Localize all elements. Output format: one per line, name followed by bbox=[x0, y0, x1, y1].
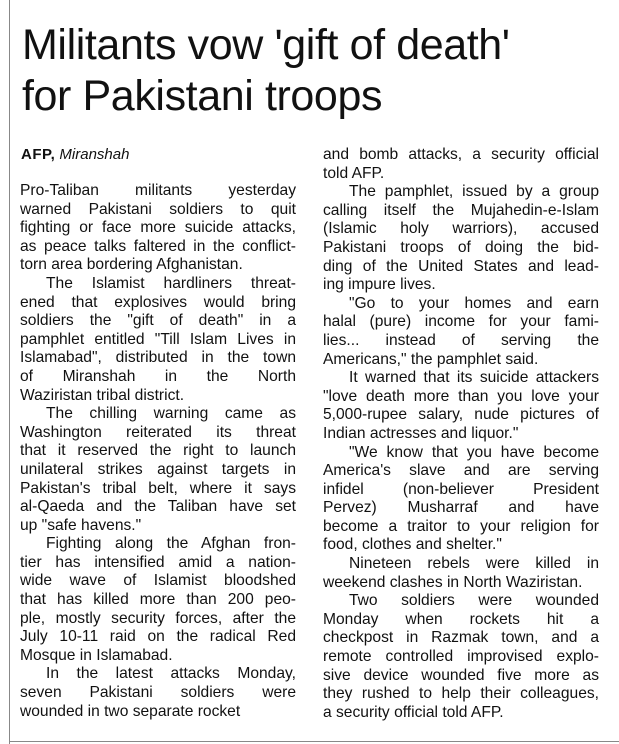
text-line: halal (pure) income for your fami- bbox=[323, 313, 599, 331]
byline bbox=[21, 146, 129, 164]
text-line: torn area bordering Afghanistan. bbox=[20, 256, 243, 274]
text-line: Pakistan's tribal belt, where it says bbox=[20, 479, 296, 497]
text-line: become a traitor to your religion for bbox=[323, 517, 599, 535]
text-line: weekend clashes in North Waziristan. bbox=[323, 573, 583, 591]
text-line: and bomb attacks, a security official bbox=[323, 146, 599, 163]
byline-agency: AFP, bbox=[21, 146, 56, 163]
text-line: lies... instead of serving the bbox=[323, 331, 599, 349]
text-line: The chilling warning came as bbox=[46, 405, 296, 423]
text-line: soldiers the "gift of death" in a bbox=[20, 312, 296, 330]
text-line: Two soldiers were wounded bbox=[349, 592, 599, 610]
headline-line: Militants vow 'gift of death' bbox=[22, 21, 510, 69]
article-paragraph bbox=[20, 405, 296, 535]
text-line: calling itself the Mujahedin-e-Islam bbox=[323, 201, 599, 219]
text-line: (Islamic holy warriors), accused bbox=[323, 220, 599, 238]
text-line: Pervez) Musharraf and have bbox=[323, 499, 599, 517]
text-line: warned Pakistani soldiers to quit bbox=[20, 200, 296, 218]
text-line: Islamabad", distributed in the town bbox=[20, 349, 296, 367]
left-column-rule bbox=[9, 0, 10, 744]
text-line: Fighting along the Afghan fron- bbox=[46, 535, 296, 553]
text-line: 5,000-rupee salary, nude pictures of bbox=[323, 406, 599, 424]
text-line: as peace talks faltered in the conflict- bbox=[20, 237, 296, 255]
text-line: unilateral strikes against targets in bbox=[20, 460, 296, 478]
text-line: Monday when rockets hit a bbox=[323, 610, 599, 628]
article-paragraph bbox=[20, 182, 296, 275]
text-line: Mosque in Islamabad. bbox=[20, 646, 173, 664]
article-paragraph bbox=[323, 146, 599, 183]
text-line: In the latest attacks Monday, bbox=[46, 665, 296, 683]
text-line: that has killed more than 200 peo- bbox=[20, 591, 296, 609]
text-line: al-Qaeda and the Taliban have set bbox=[20, 498, 296, 516]
text-line: pamphlet entitled "Till Islam Lives in bbox=[20, 330, 296, 348]
text-line: It warned that its suicide attackers bbox=[349, 369, 599, 387]
text-line: "We know that you have become bbox=[349, 443, 599, 461]
text-line: ding of the United States and lead- bbox=[323, 257, 599, 275]
text-line: checkpost in Razmak town, and a bbox=[323, 629, 599, 647]
text-line: fighting or face more suicide attacks, bbox=[20, 219, 296, 237]
text-line: Waziristan tribal district. bbox=[20, 386, 185, 404]
text-line: Pro-Taliban militants yesterday bbox=[20, 182, 296, 199]
text-line: food, clothes and shelter." bbox=[323, 536, 502, 554]
text-line: Indian actresses and liquor." bbox=[323, 424, 519, 442]
text-line: sive device wounded five more as bbox=[323, 666, 599, 684]
article-paragraph bbox=[20, 275, 296, 405]
text-line: infidel (non-believer President bbox=[323, 480, 599, 498]
text-line: they rushed to help their colleagues, bbox=[323, 685, 599, 703]
text-line: that it reserved the right to launch bbox=[20, 442, 296, 460]
byline-location: Miranshah bbox=[59, 146, 130, 163]
article-paragraph bbox=[323, 369, 599, 443]
text-line: Washington reiterated its threat bbox=[20, 423, 296, 441]
article-column-right bbox=[323, 146, 599, 722]
article-paragraph bbox=[20, 665, 296, 721]
article-paragraph bbox=[20, 535, 296, 665]
text-line: "Go to your homes and earn bbox=[349, 294, 599, 312]
text-line: a security official told AFP. bbox=[323, 703, 504, 721]
text-line: up "safe havens." bbox=[20, 516, 142, 534]
text-line: seven Pakistani soldiers were bbox=[20, 684, 296, 702]
text-line: The pamphlet, issued by a group bbox=[349, 183, 599, 201]
text-line: Pakistani troops of doing the bid- bbox=[323, 238, 599, 256]
article-paragraph bbox=[323, 444, 599, 556]
text-line: told AFP. bbox=[323, 164, 385, 182]
text-line: ing impure lives. bbox=[323, 276, 436, 294]
text-line: America's slave and are serving bbox=[323, 462, 599, 480]
article-paragraph bbox=[323, 555, 599, 592]
text-line: Americans," the pamphlet said. bbox=[323, 350, 539, 368]
text-line: July 10-11 raid on the radical Red bbox=[20, 628, 296, 646]
text-line: Nineteen rebels were killed in bbox=[349, 555, 599, 573]
text-line: wide wave of Islamist bloodshed bbox=[20, 572, 296, 590]
article-paragraph bbox=[323, 295, 599, 369]
article-column-left bbox=[20, 182, 296, 721]
text-line: remote controlled improvised explo- bbox=[323, 648, 599, 666]
text-line: wounded in two separate rocket bbox=[20, 702, 241, 720]
text-line: ple, mostly security forces, after the bbox=[20, 609, 296, 627]
headline-line: for Pakistani troops bbox=[22, 72, 383, 120]
text-line: ened that explosives would bring bbox=[20, 293, 296, 311]
bottom-rule bbox=[9, 741, 619, 742]
article-paragraph bbox=[323, 183, 599, 295]
text-line: of Miranshah in the North bbox=[20, 367, 296, 385]
text-line: tier has intensified amid a nation- bbox=[20, 553, 296, 571]
headline bbox=[22, 20, 612, 122]
text-line: "love death more than you love your bbox=[323, 387, 599, 405]
text-line: The Islamist hardliners threat- bbox=[46, 274, 296, 292]
article-paragraph bbox=[323, 592, 599, 722]
